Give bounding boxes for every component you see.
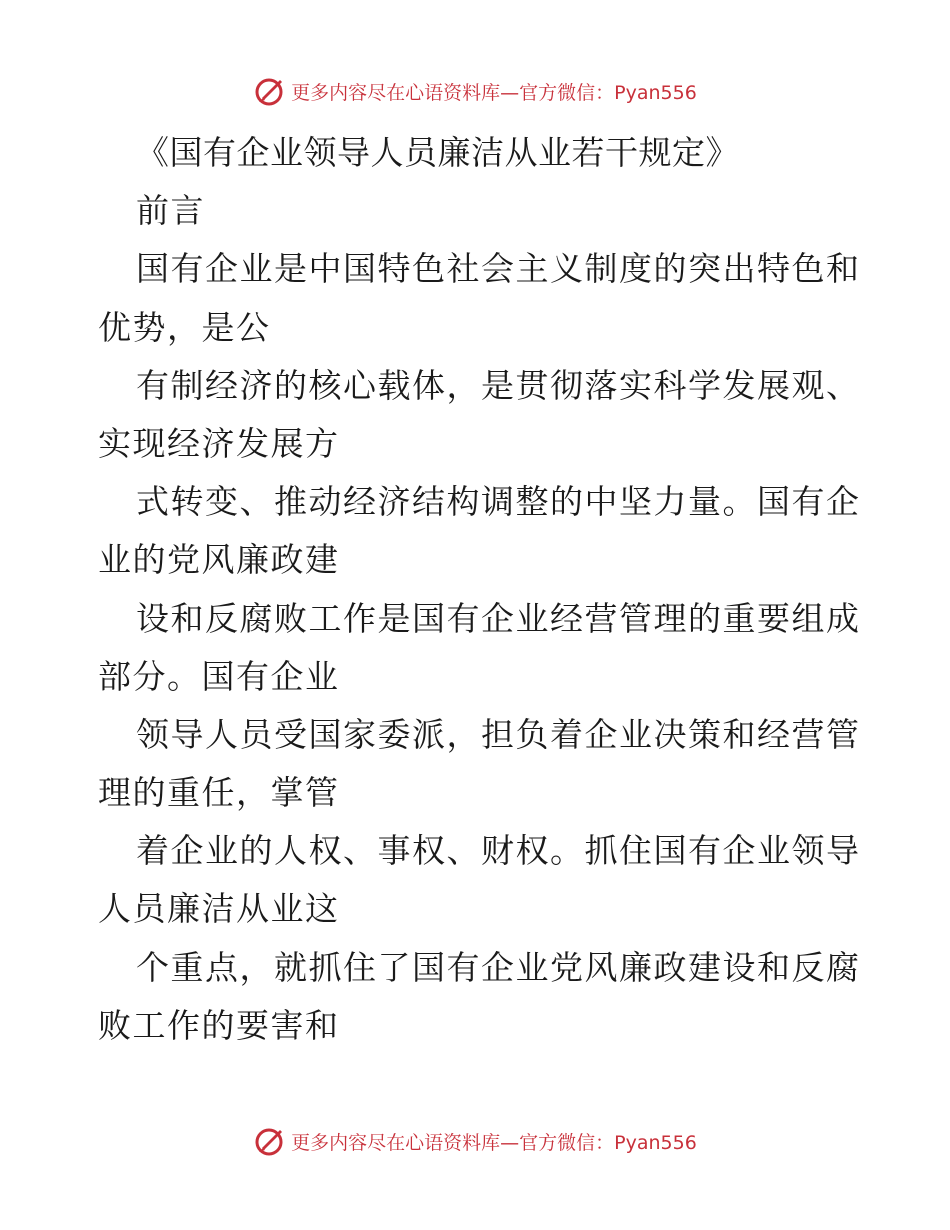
paragraph-line: 败工作的要害和: [98, 1005, 340, 1045]
paragraph-line: 前言: [136, 191, 205, 231]
paragraph-line: 式转变、推动经济结构调整的中坚力量。国有企: [136, 482, 861, 522]
paragraph-line: 个重点，就抓住了国有企业党风廉政建设和反腐: [136, 947, 861, 987]
paragraph-line: 业的党风廉政建: [98, 540, 340, 580]
paragraph-line: 部分。国有企业: [98, 656, 340, 696]
paragraph-line: 实现经济发展方: [98, 423, 340, 463]
header-banner: [0, 71, 950, 111]
document-body: [98, 124, 861, 1055]
document-title: 《国有企业领导人员廉洁从业若干规定》: [136, 133, 739, 172]
footer-banner-text: 更多内容尽在心语资料库—官方微信：Pyan556: [291, 1131, 697, 1154]
paragraph-line: 有制经济的核心载体，是贯彻落实科学发展观、: [136, 365, 861, 405]
paragraph-line: 设和反腐败工作是国有企业经营管理的重要组成: [136, 598, 861, 638]
paragraph-line: 领导人员受国家委派，担负着企业决策和经营管: [136, 714, 861, 754]
header-banner-text: 更多内容尽在心语资料库—官方微信：Pyan556: [291, 81, 697, 104]
paragraph-line: 国有企业是中国特色社会主义制度的突出特色和: [136, 249, 861, 289]
quill-pen-logo-icon: [253, 1124, 287, 1158]
footer-banner: [0, 1121, 950, 1161]
quill-pen-logo-icon: [253, 74, 287, 108]
paragraph-line: 着企业的人权、事权、财权。抓住国有企业领导: [136, 831, 861, 871]
paragraph-line: 优势，是公: [98, 307, 271, 347]
paragraph-line: 人员廉洁从业这: [98, 889, 340, 929]
paragraph-line: 理的重任，掌管: [98, 773, 340, 813]
